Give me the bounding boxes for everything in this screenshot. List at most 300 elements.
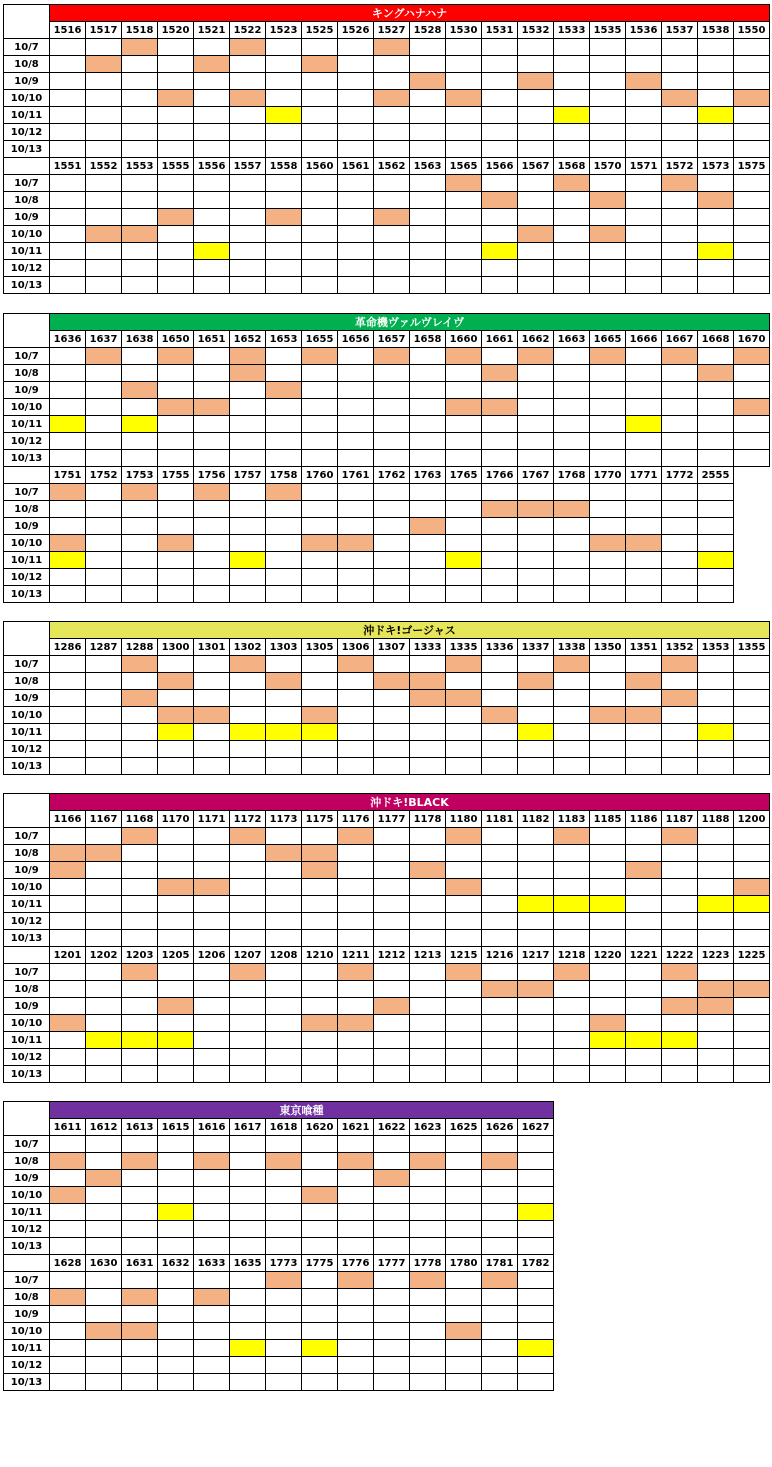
data-cell[interactable] — [266, 348, 302, 365]
data-cell[interactable] — [374, 758, 410, 775]
data-cell[interactable] — [194, 1066, 230, 1083]
data-cell[interactable] — [698, 484, 734, 501]
data-cell[interactable] — [50, 1340, 86, 1357]
data-cell[interactable] — [86, 981, 122, 998]
data-cell[interactable] — [338, 450, 374, 467]
data-cell[interactable] — [230, 673, 266, 690]
data-cell[interactable] — [194, 569, 230, 586]
data-cell[interactable] — [734, 107, 770, 124]
data-cell[interactable] — [554, 348, 590, 365]
data-cell[interactable] — [374, 1357, 410, 1374]
highlight-cell-yellow[interactable] — [518, 724, 554, 741]
data-cell[interactable] — [662, 1066, 698, 1083]
data-cell[interactable] — [86, 1136, 122, 1153]
data-cell[interactable] — [554, 690, 590, 707]
data-cell[interactable] — [266, 124, 302, 141]
data-cell[interactable] — [626, 879, 662, 896]
data-cell[interactable] — [662, 39, 698, 56]
data-cell[interactable] — [446, 39, 482, 56]
data-cell[interactable] — [50, 90, 86, 107]
highlight-cell-orange[interactable] — [158, 998, 194, 1015]
data-cell[interactable] — [194, 73, 230, 90]
data-cell[interactable] — [374, 518, 410, 535]
data-cell[interactable] — [482, 416, 518, 433]
highlight-cell-orange[interactable] — [590, 226, 626, 243]
data-cell[interactable] — [230, 569, 266, 586]
data-cell[interactable] — [122, 1221, 158, 1238]
data-cell[interactable] — [698, 845, 734, 862]
data-cell[interactable] — [734, 758, 770, 775]
highlight-cell-orange[interactable] — [554, 175, 590, 192]
data-cell[interactable] — [518, 399, 554, 416]
data-cell[interactable] — [554, 552, 590, 569]
data-cell[interactable] — [410, 828, 446, 845]
data-cell[interactable] — [50, 192, 86, 209]
data-cell[interactable] — [554, 209, 590, 226]
data-cell[interactable] — [158, 741, 194, 758]
data-cell[interactable] — [86, 758, 122, 775]
data-cell[interactable] — [554, 226, 590, 243]
data-cell[interactable] — [122, 913, 158, 930]
highlight-cell-yellow[interactable] — [122, 1032, 158, 1049]
data-cell[interactable] — [338, 552, 374, 569]
data-cell[interactable] — [122, 879, 158, 896]
data-cell[interactable] — [446, 1306, 482, 1323]
data-cell[interactable] — [734, 73, 770, 90]
data-cell[interactable] — [518, 484, 554, 501]
data-cell[interactable] — [50, 277, 86, 294]
data-cell[interactable] — [302, 484, 338, 501]
highlight-cell-orange[interactable] — [50, 1153, 86, 1170]
data-cell[interactable] — [50, 741, 86, 758]
data-cell[interactable] — [50, 586, 86, 603]
data-cell[interactable] — [662, 930, 698, 947]
data-cell[interactable] — [266, 913, 302, 930]
data-cell[interactable] — [374, 107, 410, 124]
data-cell[interactable] — [482, 656, 518, 673]
data-cell[interactable] — [122, 175, 158, 192]
data-cell[interactable] — [554, 930, 590, 947]
data-cell[interactable] — [122, 1187, 158, 1204]
data-cell[interactable] — [86, 277, 122, 294]
data-cell[interactable] — [86, 1272, 122, 1289]
highlight-cell-orange[interactable] — [158, 209, 194, 226]
data-cell[interactable] — [482, 964, 518, 981]
data-cell[interactable] — [374, 913, 410, 930]
highlight-cell-orange[interactable] — [410, 1272, 446, 1289]
highlight-cell-orange[interactable] — [194, 1153, 230, 1170]
data-cell[interactable] — [410, 552, 446, 569]
data-cell[interactable] — [338, 365, 374, 382]
data-cell[interactable] — [50, 998, 86, 1015]
data-cell[interactable] — [698, 828, 734, 845]
data-cell[interactable] — [446, 277, 482, 294]
data-cell[interactable] — [338, 896, 374, 913]
data-cell[interactable] — [554, 1066, 590, 1083]
data-cell[interactable] — [446, 1170, 482, 1187]
data-cell[interactable] — [482, 1357, 518, 1374]
data-cell[interactable] — [518, 277, 554, 294]
data-cell[interactable] — [266, 1204, 302, 1221]
data-cell[interactable] — [194, 90, 230, 107]
data-cell[interactable] — [338, 690, 374, 707]
data-cell[interactable] — [662, 879, 698, 896]
data-cell[interactable] — [302, 501, 338, 518]
data-cell[interactable] — [446, 382, 482, 399]
data-cell[interactable] — [590, 450, 626, 467]
data-cell[interactable] — [302, 175, 338, 192]
data-cell[interactable] — [482, 1306, 518, 1323]
data-cell[interactable] — [122, 73, 158, 90]
data-cell[interactable] — [482, 484, 518, 501]
data-cell[interactable] — [374, 433, 410, 450]
data-cell[interactable] — [302, 124, 338, 141]
highlight-cell-yellow[interactable] — [302, 1340, 338, 1357]
data-cell[interactable] — [86, 73, 122, 90]
data-cell[interactable] — [482, 39, 518, 56]
highlight-cell-orange[interactable] — [338, 535, 374, 552]
data-cell[interactable] — [518, 1066, 554, 1083]
highlight-cell-orange[interactable] — [482, 192, 518, 209]
data-cell[interactable] — [50, 981, 86, 998]
data-cell[interactable] — [338, 569, 374, 586]
highlight-cell-orange[interactable] — [302, 1015, 338, 1032]
data-cell[interactable] — [482, 569, 518, 586]
data-cell[interactable] — [698, 758, 734, 775]
data-cell[interactable] — [374, 535, 410, 552]
highlight-cell-orange[interactable] — [734, 90, 770, 107]
highlight-cell-orange[interactable] — [374, 1170, 410, 1187]
data-cell[interactable] — [626, 226, 662, 243]
highlight-cell-orange[interactable] — [158, 399, 194, 416]
data-cell[interactable] — [194, 656, 230, 673]
highlight-cell-yellow[interactable] — [518, 896, 554, 913]
data-cell[interactable] — [158, 243, 194, 260]
data-cell[interactable] — [446, 1204, 482, 1221]
data-cell[interactable] — [338, 1049, 374, 1066]
data-cell[interactable] — [518, 1032, 554, 1049]
data-cell[interactable] — [698, 175, 734, 192]
highlight-cell-orange[interactable] — [122, 226, 158, 243]
data-cell[interactable] — [302, 913, 338, 930]
highlight-cell-yellow[interactable] — [158, 724, 194, 741]
data-cell[interactable] — [338, 141, 374, 158]
highlight-cell-orange[interactable] — [230, 365, 266, 382]
data-cell[interactable] — [122, 1066, 158, 1083]
data-cell[interactable] — [50, 673, 86, 690]
data-cell[interactable] — [230, 124, 266, 141]
highlight-cell-orange[interactable] — [122, 1323, 158, 1340]
data-cell[interactable] — [158, 552, 194, 569]
data-cell[interactable] — [338, 724, 374, 741]
data-cell[interactable] — [86, 828, 122, 845]
data-cell[interactable] — [50, 1066, 86, 1083]
data-cell[interactable] — [122, 673, 158, 690]
data-cell[interactable] — [50, 399, 86, 416]
data-cell[interactable] — [374, 399, 410, 416]
data-cell[interactable] — [554, 741, 590, 758]
highlight-cell-orange[interactable] — [266, 484, 302, 501]
data-cell[interactable] — [482, 175, 518, 192]
highlight-cell-orange[interactable] — [338, 1015, 374, 1032]
data-cell[interactable] — [626, 896, 662, 913]
data-cell[interactable] — [266, 1170, 302, 1187]
data-cell[interactable] — [194, 741, 230, 758]
data-cell[interactable] — [50, 1374, 86, 1391]
data-cell[interactable] — [194, 1272, 230, 1289]
data-cell[interactable] — [158, 1153, 194, 1170]
data-cell[interactable] — [662, 73, 698, 90]
data-cell[interactable] — [266, 399, 302, 416]
highlight-cell-orange[interactable] — [590, 535, 626, 552]
data-cell[interactable] — [482, 552, 518, 569]
data-cell[interactable] — [590, 673, 626, 690]
data-cell[interactable] — [302, 90, 338, 107]
data-cell[interactable] — [50, 365, 86, 382]
data-cell[interactable] — [86, 741, 122, 758]
data-cell[interactable] — [662, 484, 698, 501]
data-cell[interactable] — [302, 1221, 338, 1238]
data-cell[interactable] — [590, 913, 626, 930]
data-cell[interactable] — [302, 879, 338, 896]
data-cell[interactable] — [266, 1306, 302, 1323]
highlight-cell-orange[interactable] — [626, 707, 662, 724]
data-cell[interactable] — [590, 845, 626, 862]
data-cell[interactable] — [266, 690, 302, 707]
data-cell[interactable] — [518, 450, 554, 467]
data-cell[interactable] — [374, 226, 410, 243]
data-cell[interactable] — [302, 39, 338, 56]
highlight-cell-orange[interactable] — [482, 1153, 518, 1170]
data-cell[interactable] — [122, 586, 158, 603]
data-cell[interactable] — [374, 450, 410, 467]
data-cell[interactable] — [50, 1357, 86, 1374]
data-cell[interactable] — [158, 656, 194, 673]
data-cell[interactable] — [50, 896, 86, 913]
data-cell[interactable] — [230, 277, 266, 294]
data-cell[interactable] — [662, 586, 698, 603]
data-cell[interactable] — [590, 930, 626, 947]
data-cell[interactable] — [86, 1357, 122, 1374]
data-cell[interactable] — [122, 845, 158, 862]
data-cell[interactable] — [86, 724, 122, 741]
data-cell[interactable] — [122, 1136, 158, 1153]
data-cell[interactable] — [194, 518, 230, 535]
data-cell[interactable] — [266, 1340, 302, 1357]
data-cell[interactable] — [482, 741, 518, 758]
data-cell[interactable] — [158, 1306, 194, 1323]
data-cell[interactable] — [554, 39, 590, 56]
data-cell[interactable] — [446, 1289, 482, 1306]
data-cell[interactable] — [410, 39, 446, 56]
highlight-cell-orange[interactable] — [590, 707, 626, 724]
data-cell[interactable] — [50, 243, 86, 260]
data-cell[interactable] — [158, 73, 194, 90]
data-cell[interactable] — [410, 90, 446, 107]
data-cell[interactable] — [338, 741, 374, 758]
data-cell[interactable] — [374, 365, 410, 382]
data-cell[interactable] — [734, 209, 770, 226]
data-cell[interactable] — [446, 260, 482, 277]
data-cell[interactable] — [698, 73, 734, 90]
data-cell[interactable] — [446, 243, 482, 260]
data-cell[interactable] — [446, 1049, 482, 1066]
data-cell[interactable] — [86, 450, 122, 467]
data-cell[interactable] — [554, 382, 590, 399]
data-cell[interactable] — [590, 243, 626, 260]
data-cell[interactable] — [590, 399, 626, 416]
data-cell[interactable] — [554, 1049, 590, 1066]
data-cell[interactable] — [158, 913, 194, 930]
data-cell[interactable] — [446, 1340, 482, 1357]
data-cell[interactable] — [338, 913, 374, 930]
data-cell[interactable] — [230, 107, 266, 124]
data-cell[interactable] — [338, 673, 374, 690]
highlight-cell-orange[interactable] — [194, 879, 230, 896]
data-cell[interactable] — [374, 175, 410, 192]
data-cell[interactable] — [50, 1136, 86, 1153]
data-cell[interactable] — [410, 586, 446, 603]
data-cell[interactable] — [122, 260, 158, 277]
data-cell[interactable] — [446, 707, 482, 724]
data-cell[interactable] — [698, 690, 734, 707]
data-cell[interactable] — [626, 828, 662, 845]
data-cell[interactable] — [50, 73, 86, 90]
data-cell[interactable] — [338, 1136, 374, 1153]
data-cell[interactable] — [374, 1374, 410, 1391]
data-cell[interactable] — [338, 90, 374, 107]
highlight-cell-orange[interactable] — [662, 90, 698, 107]
data-cell[interactable] — [518, 518, 554, 535]
highlight-cell-orange[interactable] — [122, 656, 158, 673]
data-cell[interactable] — [410, 707, 446, 724]
data-cell[interactable] — [302, 586, 338, 603]
data-cell[interactable] — [734, 243, 770, 260]
data-cell[interactable] — [194, 1340, 230, 1357]
data-cell[interactable] — [50, 964, 86, 981]
data-cell[interactable] — [410, 1015, 446, 1032]
data-cell[interactable] — [122, 535, 158, 552]
data-cell[interactable] — [158, 1340, 194, 1357]
data-cell[interactable] — [230, 1015, 266, 1032]
data-cell[interactable] — [338, 107, 374, 124]
data-cell[interactable] — [86, 1306, 122, 1323]
highlight-cell-orange[interactable] — [194, 707, 230, 724]
highlight-cell-yellow[interactable] — [698, 107, 734, 124]
data-cell[interactable] — [122, 1306, 158, 1323]
data-cell[interactable] — [302, 690, 338, 707]
data-cell[interactable] — [662, 141, 698, 158]
data-cell[interactable] — [734, 416, 770, 433]
highlight-cell-orange[interactable] — [86, 348, 122, 365]
data-cell[interactable] — [158, 107, 194, 124]
data-cell[interactable] — [482, 930, 518, 947]
data-cell[interactable] — [482, 998, 518, 1015]
data-cell[interactable] — [122, 707, 158, 724]
data-cell[interactable] — [86, 656, 122, 673]
data-cell[interactable] — [554, 913, 590, 930]
data-cell[interactable] — [410, 724, 446, 741]
data-cell[interactable] — [86, 518, 122, 535]
data-cell[interactable] — [662, 741, 698, 758]
data-cell[interactable] — [446, 518, 482, 535]
highlight-cell-orange[interactable] — [302, 707, 338, 724]
data-cell[interactable] — [698, 862, 734, 879]
highlight-cell-orange[interactable] — [122, 382, 158, 399]
data-cell[interactable] — [662, 896, 698, 913]
highlight-cell-orange[interactable] — [374, 673, 410, 690]
data-cell[interactable] — [302, 243, 338, 260]
data-cell[interactable] — [194, 124, 230, 141]
data-cell[interactable] — [122, 141, 158, 158]
data-cell[interactable] — [122, 1340, 158, 1357]
data-cell[interactable] — [482, 1049, 518, 1066]
data-cell[interactable] — [446, 124, 482, 141]
data-cell[interactable] — [302, 141, 338, 158]
data-cell[interactable] — [194, 416, 230, 433]
data-cell[interactable] — [446, 913, 482, 930]
data-cell[interactable] — [194, 1049, 230, 1066]
data-cell[interactable] — [410, 141, 446, 158]
data-cell[interactable] — [518, 845, 554, 862]
highlight-cell-orange[interactable] — [482, 707, 518, 724]
data-cell[interactable] — [662, 277, 698, 294]
highlight-cell-yellow[interactable] — [626, 416, 662, 433]
data-cell[interactable] — [230, 1238, 266, 1255]
data-cell[interactable] — [410, 243, 446, 260]
data-cell[interactable] — [626, 1015, 662, 1032]
data-cell[interactable] — [158, 518, 194, 535]
data-cell[interactable] — [518, 1136, 554, 1153]
data-cell[interactable] — [410, 450, 446, 467]
data-cell[interactable] — [446, 586, 482, 603]
data-cell[interactable] — [446, 416, 482, 433]
data-cell[interactable] — [662, 56, 698, 73]
data-cell[interactable] — [266, 758, 302, 775]
highlight-cell-orange[interactable] — [590, 348, 626, 365]
data-cell[interactable] — [554, 433, 590, 450]
highlight-cell-orange[interactable] — [86, 56, 122, 73]
highlight-cell-orange[interactable] — [518, 501, 554, 518]
data-cell[interactable] — [734, 707, 770, 724]
data-cell[interactable] — [518, 141, 554, 158]
data-cell[interactable] — [374, 845, 410, 862]
data-cell[interactable] — [302, 107, 338, 124]
highlight-cell-orange[interactable] — [194, 484, 230, 501]
data-cell[interactable] — [122, 1272, 158, 1289]
data-cell[interactable] — [338, 1066, 374, 1083]
highlight-cell-orange[interactable] — [518, 226, 554, 243]
data-cell[interactable] — [230, 1187, 266, 1204]
data-cell[interactable] — [482, 382, 518, 399]
data-cell[interactable] — [734, 1049, 770, 1066]
data-cell[interactable] — [122, 1204, 158, 1221]
data-cell[interactable] — [122, 1170, 158, 1187]
highlight-cell-yellow[interactable] — [554, 107, 590, 124]
data-cell[interactable] — [590, 501, 626, 518]
data-cell[interactable] — [266, 828, 302, 845]
data-cell[interactable] — [230, 260, 266, 277]
data-cell[interactable] — [374, 1032, 410, 1049]
data-cell[interactable] — [338, 862, 374, 879]
highlight-cell-orange[interactable] — [482, 981, 518, 998]
data-cell[interactable] — [410, 1204, 446, 1221]
data-cell[interactable] — [194, 433, 230, 450]
data-cell[interactable] — [410, 1066, 446, 1083]
data-cell[interactable] — [194, 913, 230, 930]
highlight-cell-orange[interactable] — [86, 226, 122, 243]
data-cell[interactable] — [230, 896, 266, 913]
